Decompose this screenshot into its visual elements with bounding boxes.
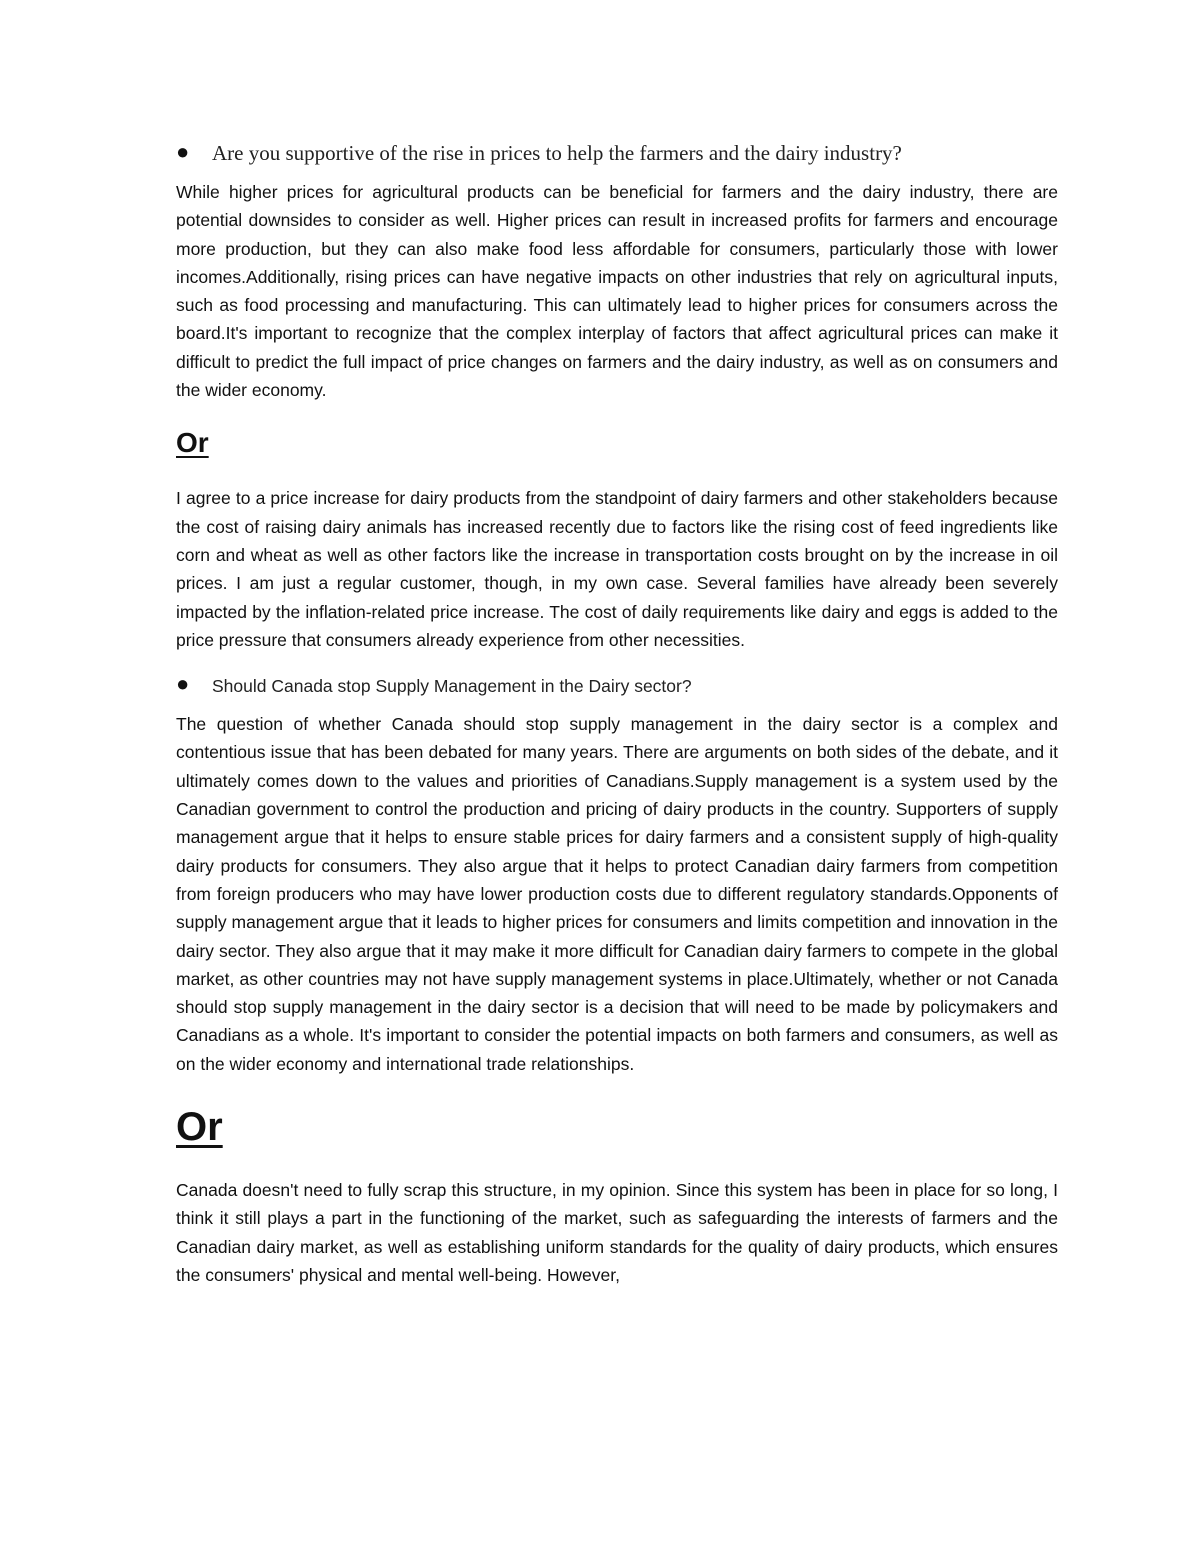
spacer xyxy=(176,654,1058,672)
or-heading-2: Or xyxy=(176,1105,223,1150)
answer-1-paragraph: While higher prices for agricultural products can be beneficial for farmers and the dairy industry, there are potential downsides to consider as well. Higher prices can result in increased profits for farmers and encourage more production, but they can also make food less affordable for consumers, particularly those with lower incomes.Additionally, rising prices can have negative impacts on other industries that rely on agricultural inputs, such as food processing and manufacturing. This can ultimately lead to higher prices for consumers across the board.It's important to recognize that the complex interplay of factors that affect agricultural prices can make it difficult to predict the full impact of price changes on farmers and the dairy industry, as well as on consumers and the wider economy. xyxy=(176,182,1058,401)
question-2-text: Should Canada stop Supply Management in the Dairy sector? xyxy=(212,676,692,697)
answer-2-alt-paragraph: Canada doesn't need to fully scrap this structure, in my opinion. Since this system has been in place for so long, I think it still plays a part in the functioning of the market, such as safeguarding the interests of farmers and the Canadian dairy market, as well as establishing uniform standards for the quality of dairy products, which ensures the consumers' physical and mental well-being. However, xyxy=(176,1180,1058,1285)
question-1-text: Are you supportive of the rise in prices to help the farmers and the dairy industry? xyxy=(212,141,902,165)
bullet-icon: ● xyxy=(176,671,190,697)
or-heading-1: Or xyxy=(176,427,209,459)
question-2 xyxy=(176,672,1058,700)
document-page xyxy=(176,138,1058,1289)
answer-1-alt-paragraph: I agree to a price increase for dairy products from the standpoint of dairy farmers and other stakeholders because the cost of raising dairy animals has increased recently due to factors like the rising cost of feed ingredients like corn and wheat as well as other factors like the increase in transportation costs brought on by the increase in oil prices. I am just a regular customer, though, in my own case. Several families have already been severely impacted by the inflation-related price increase. The cost of daily requirements like dairy and eggs is added to the price pressure that consumers already experience from other necessities. xyxy=(176,488,1058,650)
bullet-icon: ● xyxy=(176,139,190,164)
answer-2-paragraph: The question of whether Canada should stop supply management in the dairy sector is a complex and contentious issue that has been debated for many years. There are arguments on both sides of the debate, and it ultimately comes down to the values and priorities of Canadians.Supply management is a system used by the Canadian government to control the production and pricing of dairy products in the country. Supporters of supply management argue that it helps to ensure stable prices for dairy farmers and a consistent supply of high-quality dairy products for consumers. They also argue that it helps to protect Canadian dairy farmers from competition from foreign producers who may have lower production costs due to different regulatory standards.Opponents of supply management argue that it leads to higher prices for consumers and limits competition and innovation in the dairy sector. They also argue that it may make it more difficult for Canadian dairy farmers to compete in the global market, as other countries may not have supply management systems in place.Ultimately, whether or not Canada should stop supply management in the dairy sector is a decision that will need to be made by policymakers and Canadians as a whole. It's important to consider the potential impacts on both farmers and consumers, as well as on the wider economy and international trade relationships. xyxy=(176,714,1058,1074)
question-1 xyxy=(176,138,1058,168)
